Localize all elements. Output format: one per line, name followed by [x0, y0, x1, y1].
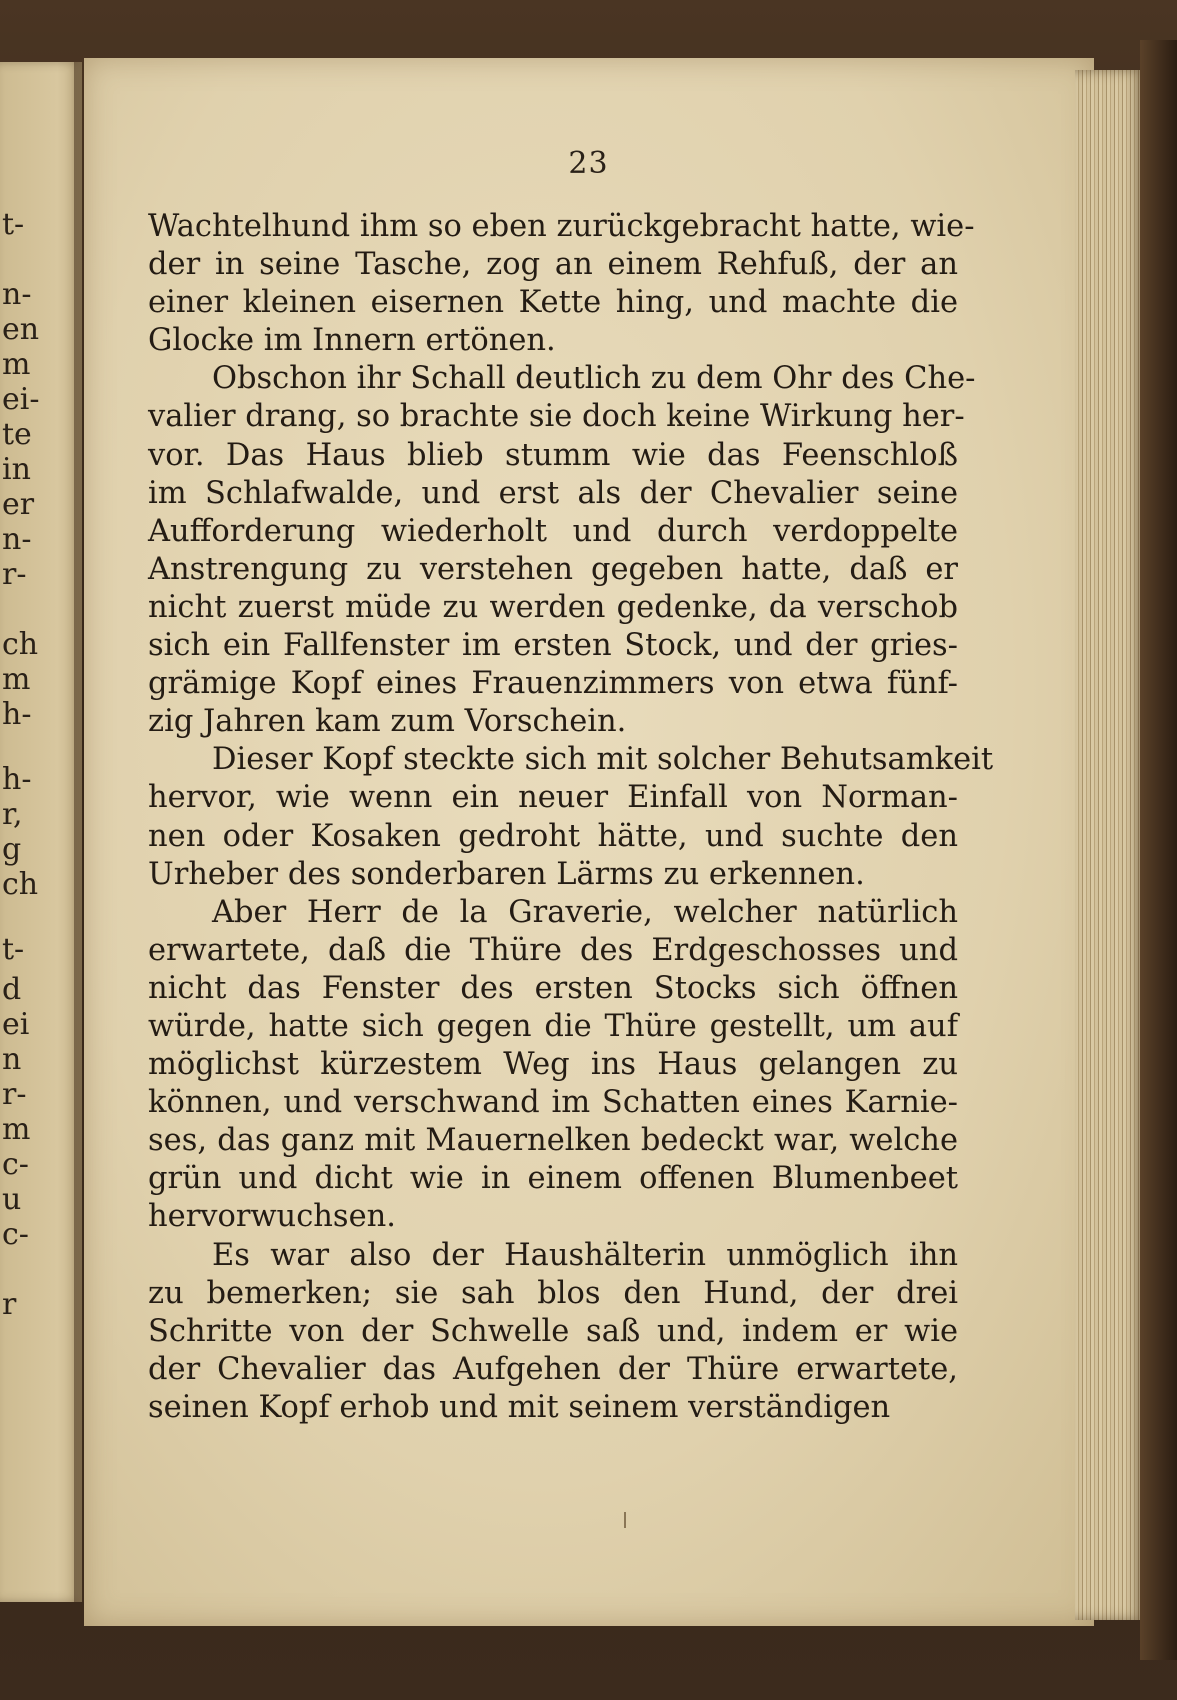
text-line: ses, das ganz mit Mauernelken bedeckt war, welche	[148, 1123, 958, 1159]
left-page-fragment: en	[2, 312, 40, 347]
text-line: nicht zuerst müde zu werden gedenke, da verschob	[148, 589, 958, 625]
left-page-fragment: g	[2, 832, 22, 867]
text-line: nen oder Kosaken gedroht hätte, und suchte den	[148, 818, 958, 854]
left-page-fragment: t-	[2, 207, 25, 242]
left-page-fragment: in	[2, 452, 31, 487]
page-number: 23	[568, 146, 609, 181]
text-line: hervor, wie wenn ein neuer Einfall von Norman-	[148, 780, 958, 816]
page-edges	[1075, 70, 1145, 1620]
left-page-fragment: ei	[2, 1007, 30, 1042]
printer-mark	[624, 1512, 626, 1528]
text-line: der Chevalier das Aufgehen der Thüre erwartete,	[148, 1351, 958, 1387]
text-line: zu bemerken; sie sah blos den Hund, der drei	[148, 1275, 958, 1311]
text-line: Obschon ihr Schall deutlich zu dem Ohr des Che-	[212, 361, 976, 397]
text-line: zig Jahren kam zum Vorschein.	[148, 704, 627, 740]
left-page-fragment: ch	[2, 627, 39, 662]
left-page-fragment: u	[2, 1182, 22, 1217]
text-line: Urheber des sonderbaren Lärms zu erkennen.	[148, 856, 865, 892]
text-line: Schritte von der Schwelle saß und, indem er wie	[148, 1313, 958, 1349]
text-line: vor. Das Haus blieb stumm wie das Feenschloß	[148, 437, 958, 473]
text-line: Aufforderung wiederholt und durch verdoppelte	[148, 513, 958, 549]
left-page-fragment: r-	[2, 557, 27, 592]
text-line: nicht das Fenster des ersten Stocks sich öffnen	[148, 970, 958, 1006]
left-page-fragment: r-	[2, 1077, 27, 1112]
text-line: Aber Herr de la Graverie, welcher natürlich	[212, 894, 958, 930]
page-text-body	[148, 208, 994, 1427]
text-line: würde, hatte sich gegen die Thüre gestellt, um auf	[148, 1008, 958, 1044]
left-page-fragment: d	[2, 972, 22, 1007]
left-page-fragment: n-	[2, 522, 32, 557]
text-line: einer kleinen eisernen Kette hing, und machte die	[148, 285, 958, 321]
left-page-fragment: r	[2, 1287, 17, 1322]
text-line: Dieser Kopf steckte sich mit solcher Behutsamkeit	[212, 742, 994, 778]
left-page-fragment: te	[2, 417, 32, 452]
text-line: valier drang, so brachte sie doch keine Wirkung her-	[148, 399, 965, 435]
text-line: im Schlafwalde, und erst als der Chevalier seine	[148, 475, 958, 511]
text-line: Es war also der Haushälterin unmöglich ihn	[212, 1237, 958, 1273]
text-line: Wachtelhund ihm so eben zurückgebracht hatte, wie-	[148, 209, 975, 244]
text-line: Anstrengung zu verstehen gegeben hatte, daß er	[148, 551, 958, 587]
text-line: können, und verschwand im Schatten eines Karnie-	[148, 1085, 958, 1121]
text-line: grün und dicht wie in einem offenen Blumenbeet	[148, 1161, 958, 1197]
left-page-fragment: m	[2, 662, 31, 697]
text-line: erwartete, daß die Thüre des Erdgeschosses und	[148, 932, 958, 968]
text-line: grämige Kopf eines Frauenzimmers von etwa fünf-	[148, 666, 958, 702]
left-page-fragment: er	[2, 487, 35, 522]
left-page-fragment: n-	[2, 277, 32, 312]
left-page-fragment: r,	[2, 797, 23, 832]
book-cover-edge	[1140, 40, 1177, 1660]
text-line: Glocke im Innern ertönen.	[148, 323, 556, 359]
left-page-fragment: c-	[2, 1147, 29, 1182]
left-page-fragment: t-	[2, 932, 25, 967]
text-line: sich ein Fallfenster im ersten Stock, und der gries-	[148, 628, 958, 664]
text-line: möglichst kürzestem Weg ins Haus gelangen zu	[148, 1047, 958, 1083]
left-page-fragment: ch	[2, 867, 39, 902]
text-line: hervorwuchsen.	[148, 1199, 396, 1235]
left-page-fragment: ei-	[2, 382, 40, 417]
left-page-fragment: m	[2, 1112, 31, 1147]
left-page-fragment: h-	[2, 697, 32, 732]
left-page-fragment: h-	[2, 762, 32, 797]
left-page-fragment: n	[2, 1042, 22, 1077]
left-page-fragment: m	[2, 347, 31, 382]
left-page-fragment: c-	[2, 1217, 29, 1252]
text-line: seinen Kopf erhob und mit seinem verständigen	[148, 1389, 891, 1425]
text-line: der in seine Tasche, zog an einem Rehfuß, der an	[148, 247, 958, 283]
